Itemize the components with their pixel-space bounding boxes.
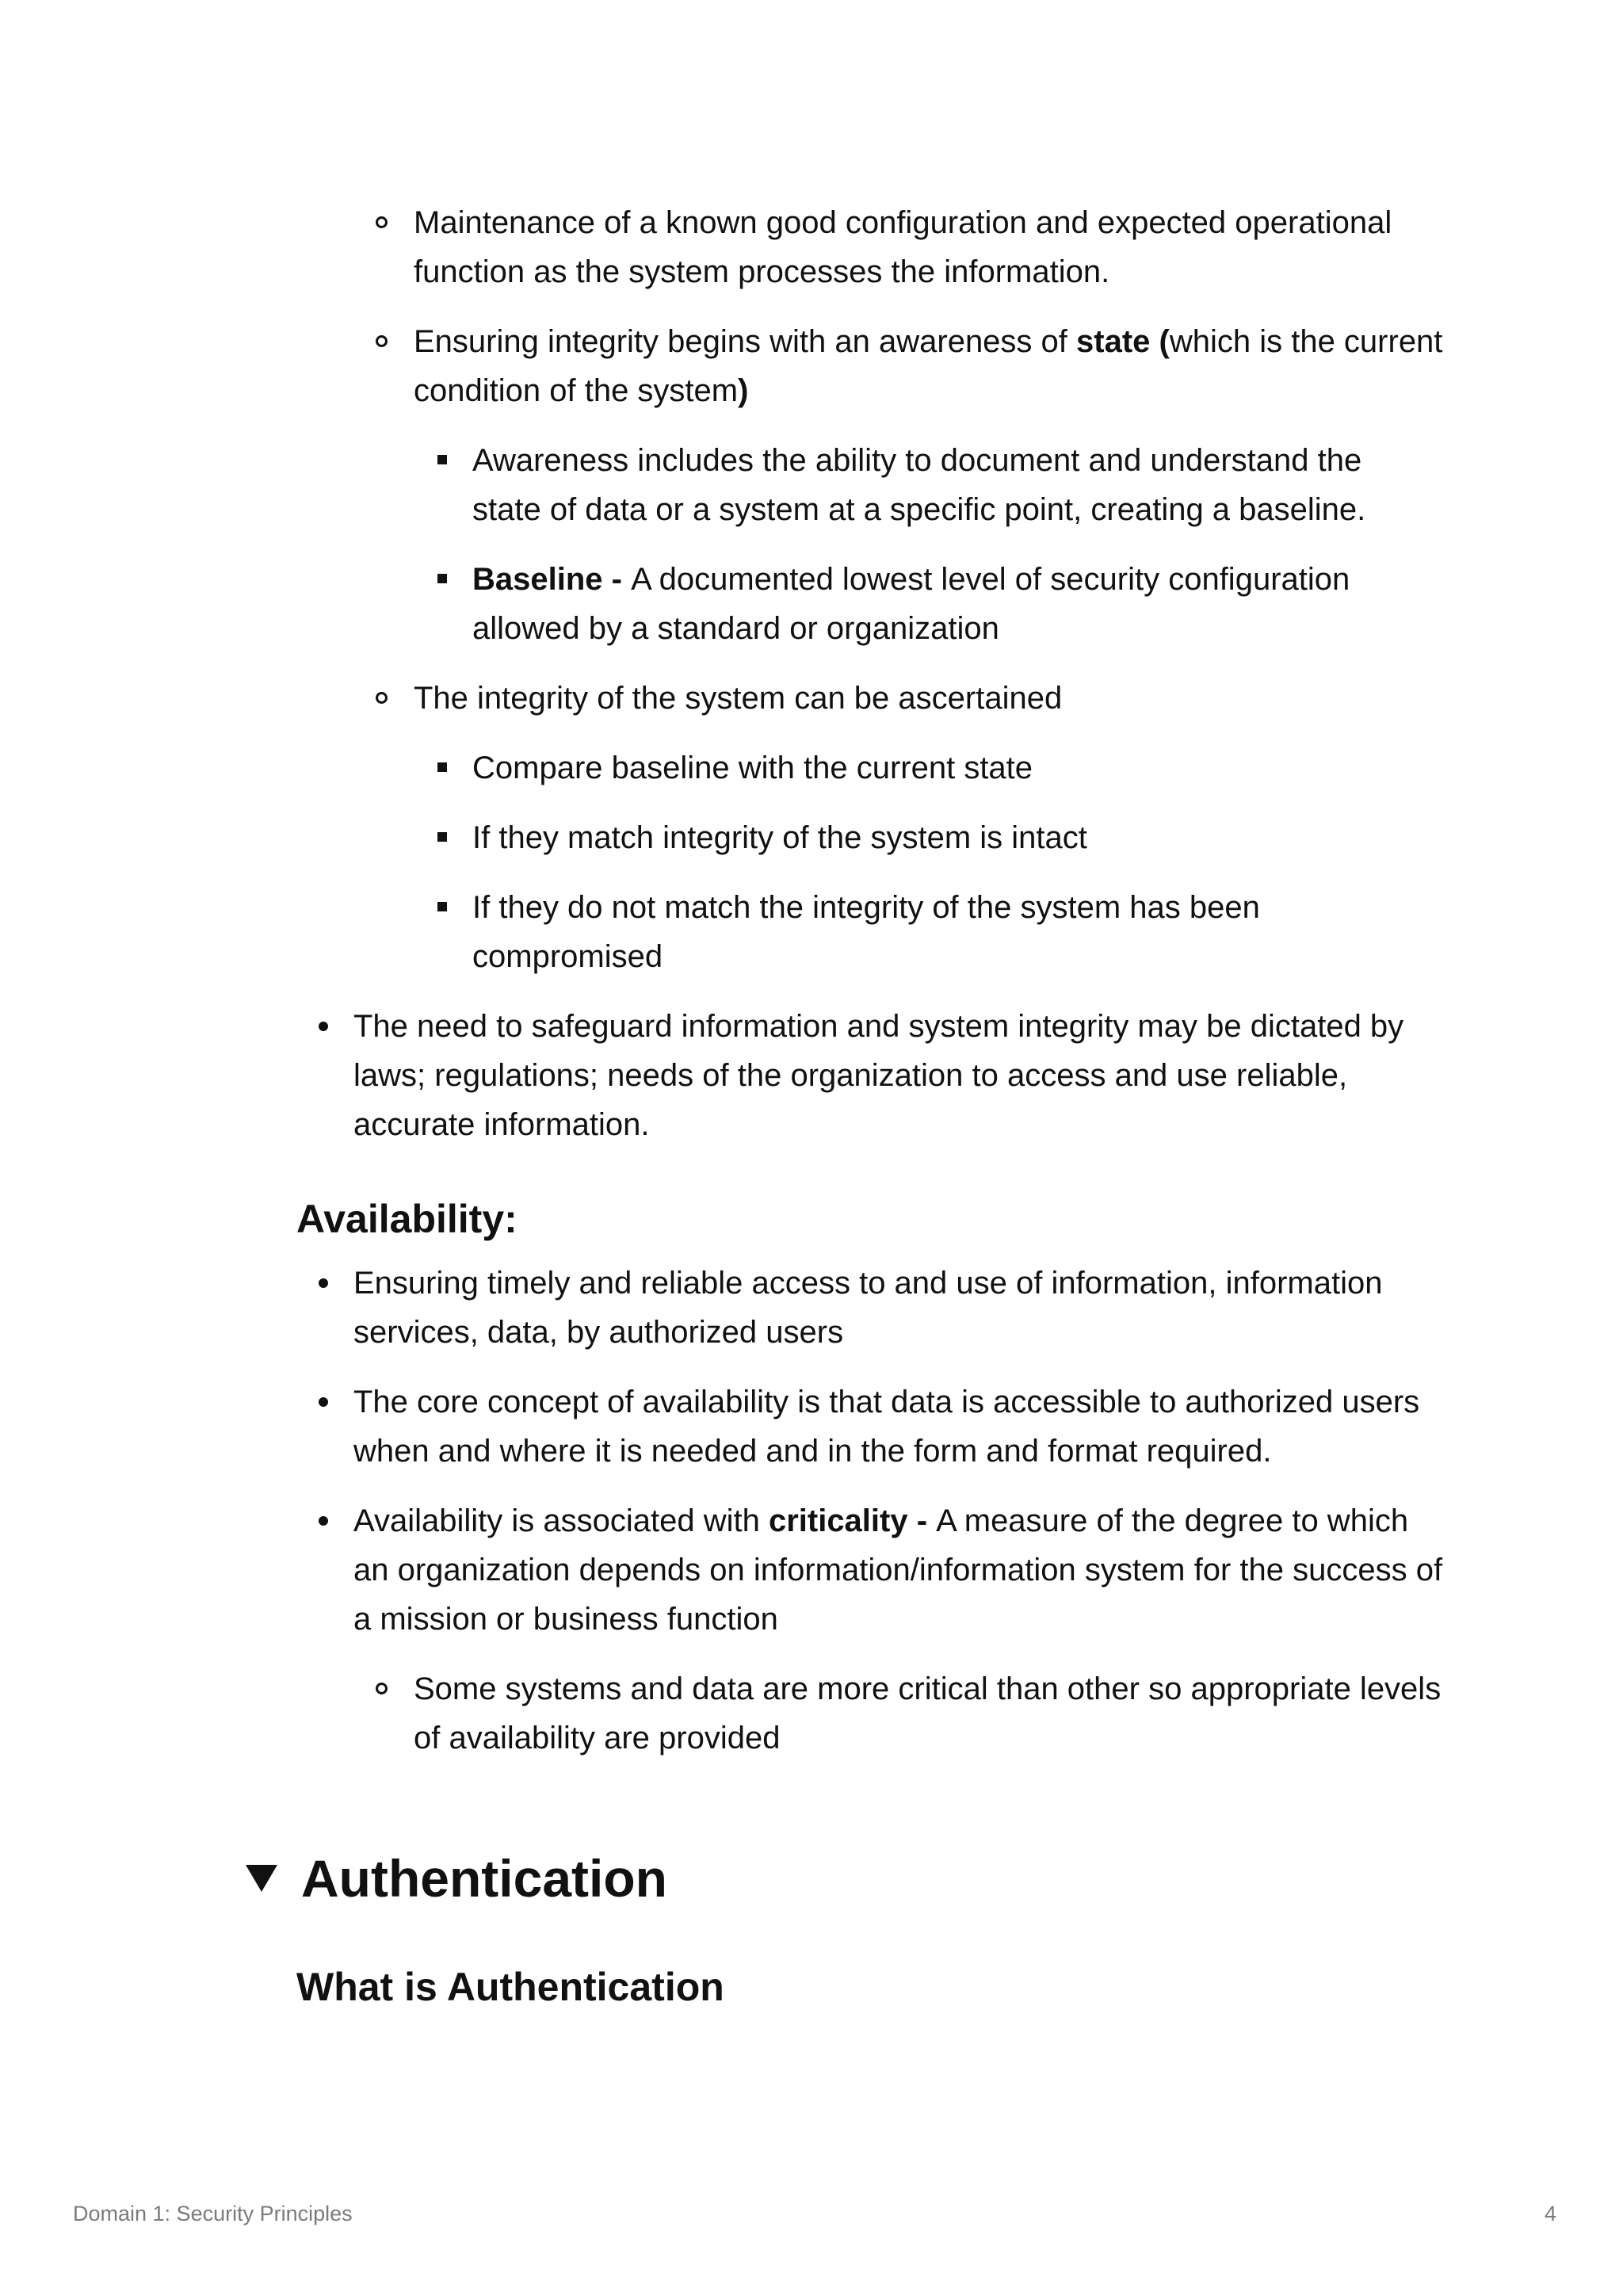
list-item [246, 1259, 1450, 1357]
text-run: The core concept of availability is that data is accessible to authorized users when and where it is needed and in the form and format required. [353, 1385, 1420, 1469]
toggle-triangle-icon[interactable] [246, 1865, 277, 1892]
list-item-text [414, 317, 1444, 415]
list-item [246, 1002, 1450, 1149]
circle-bullet-icon [376, 692, 388, 704]
list-item-text [414, 198, 1444, 296]
list-item-text [472, 813, 1423, 862]
text-run: Ensuring timely and reliable access to and use of information, information services, data, by authorized users [353, 1266, 1383, 1350]
list-item [246, 883, 1450, 981]
what-is-authentication-heading: What is Authentication [296, 1965, 724, 2009]
disc-bullet-icon [319, 1516, 328, 1526]
square-bullet-icon [437, 762, 447, 772]
list-item-text [472, 436, 1423, 534]
text-run: The integrity of the system can be ascertained [414, 681, 1063, 716]
square-bullet-icon [437, 455, 447, 464]
text-run: Ensuring integrity begins with an awareness of [414, 324, 1077, 359]
bold-text: Baseline - [472, 562, 632, 597]
list-item-text [353, 1496, 1447, 1644]
integrity-list [246, 198, 1450, 1149]
list-item [246, 1496, 1450, 1644]
content-area [246, 198, 1450, 1783]
bold-text: state ( [1076, 324, 1170, 359]
bold-text: ) [738, 373, 749, 408]
list-item-text [353, 1377, 1447, 1476]
text-run: Some systems and data are more critical than other so appropriate levels of availability are provided [414, 1671, 1442, 1755]
page-number: 4 [1544, 2202, 1556, 2225]
list-item [246, 436, 1450, 534]
authentication-toggle[interactable] [246, 1847, 667, 1910]
text-run: Availability is associated with [353, 1503, 769, 1538]
text-run: If they match integrity of the system is intact [472, 820, 1087, 855]
text-run: If they do not match the integrity of the system has been compromised [472, 890, 1260, 974]
list-item-text [472, 743, 1423, 793]
circle-bullet-icon [376, 335, 388, 347]
text-run: Awareness includes the ability to document and understand the state of data or a system at a specific point, creating a baseline. [472, 443, 1366, 527]
list-item [246, 813, 1450, 862]
authentication-heading: Authentication [301, 1849, 667, 1908]
square-bullet-icon [437, 574, 447, 583]
list-item-text [414, 674, 1444, 723]
list-item [246, 1664, 1450, 1763]
list-item [246, 317, 1450, 415]
disc-bullet-icon [319, 1278, 328, 1288]
text-run: Maintenance of a known good configuration and expected operational function as the system processes the information. [414, 205, 1392, 289]
list-item [246, 743, 1450, 793]
list-item [246, 674, 1450, 723]
text-run: The need to safeguard information and system integrity may be dictated by laws; regulations; needs of the organization to access and use reliable, accurate information. [353, 1009, 1404, 1142]
square-bullet-icon [437, 902, 447, 911]
disc-bullet-icon [319, 1397, 328, 1407]
list-item-text [472, 883, 1423, 981]
text-run: Compare baseline with the current state [472, 751, 1033, 785]
circle-bullet-icon [376, 1683, 388, 1694]
list-item-text [353, 1259, 1447, 1357]
disc-bullet-icon [319, 1022, 328, 1031]
list-item-text [414, 1664, 1444, 1763]
footer-title: Domain 1: Security Principles [73, 2202, 353, 2225]
availability-heading: Availability: [296, 1197, 517, 1241]
availability-list [246, 1259, 1450, 1763]
list-item-text [353, 1002, 1447, 1149]
circle-bullet-icon [376, 216, 388, 228]
square-bullet-icon [437, 832, 447, 842]
list-item [246, 1377, 1450, 1476]
text-run: A measure of the degree to which an organization depends on information/information system for the success of a mission or business function [353, 1503, 1443, 1637]
list-item-text [472, 555, 1423, 653]
list-item [246, 555, 1450, 653]
text-run: which is the current condition of the system [414, 324, 1443, 408]
bold-text: criticality - [768, 1503, 937, 1538]
text-run: A documented lowest level of security configuration allowed by a standard or organization [472, 562, 1350, 646]
list-item [246, 198, 1450, 296]
